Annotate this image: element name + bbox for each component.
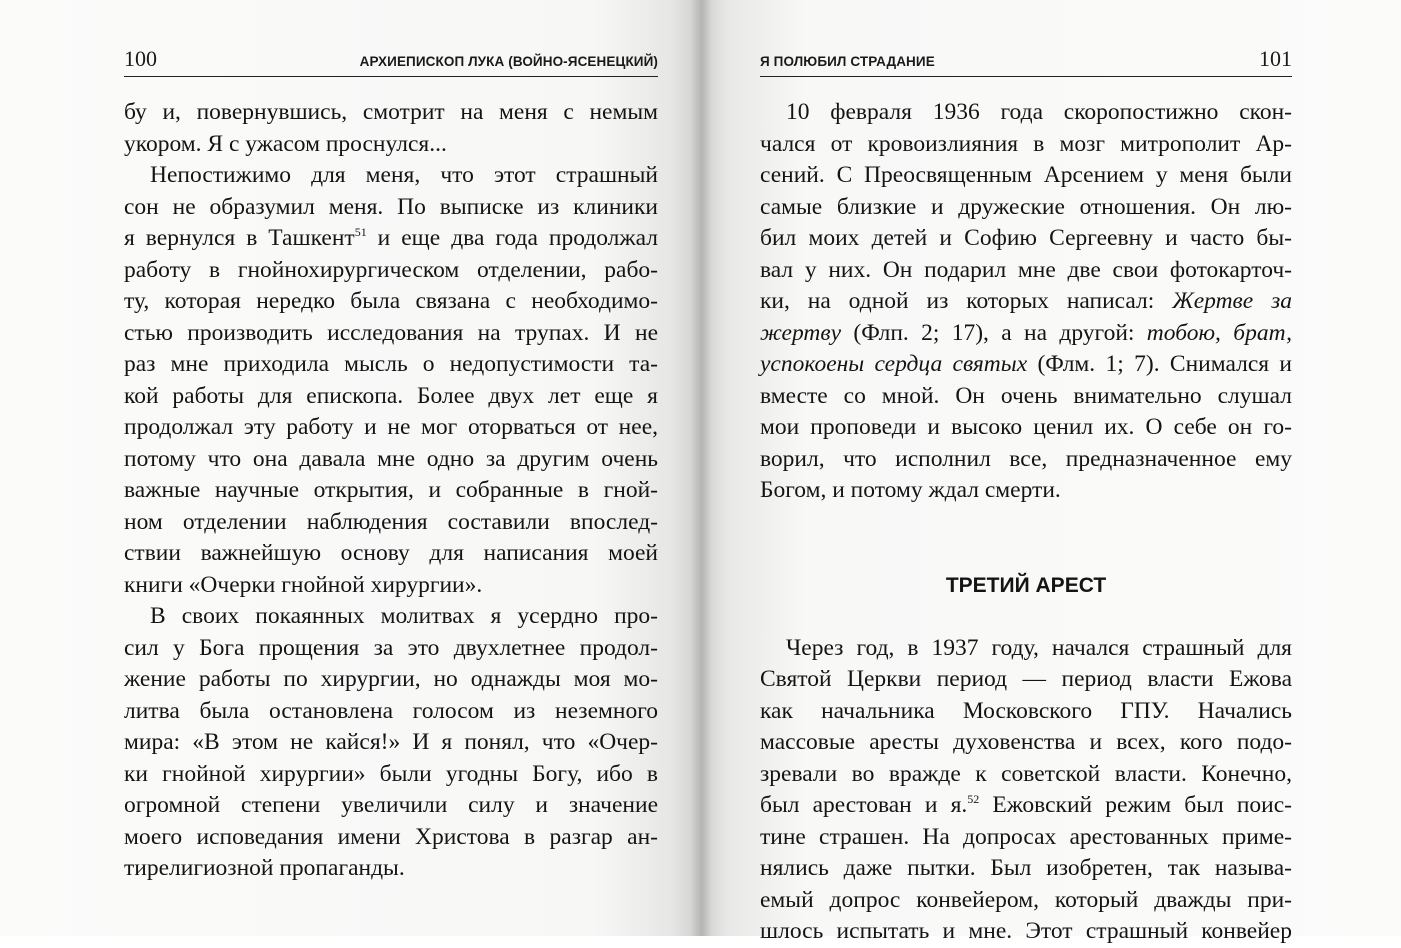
- left-page: [0, 0, 700, 936]
- italic-quote: Жертве за: [1172, 288, 1293, 314]
- text-line: тирелигиозной пропаганды.: [124, 855, 405, 881]
- italic-quote: жертву: [760, 319, 842, 346]
- section-heading: ТРЕТИЙ АРЕСТ: [945, 573, 1107, 597]
- footnote-ref: 52: [967, 792, 980, 806]
- spacer: [760, 538, 1292, 570]
- right-page-header: [760, 46, 1292, 77]
- text-line: самые близкие и дружеские отношения. Он лю-: [760, 193, 1292, 220]
- text-line: Святой Церкви период — период власти Ежова: [760, 666, 1292, 692]
- text-line: [760, 790, 1292, 822]
- running-head: АРХИЕПИСКОП ЛУКА (ВОЙНО-ЯСЕНЕЦКИЙ): [359, 54, 658, 69]
- text-line: мира: «В этом не кайся!» И я понял, что «Очер-: [124, 729, 658, 755]
- text-line: вал у них. Он подарил мне две свои фотокарточ-: [760, 256, 1292, 283]
- right-page: [700, 0, 1401, 944]
- text-line: тине страшен. На допросах арестованных приме-: [760, 823, 1292, 850]
- text-line: шлось испытать и мне. Этот страшный конвейер: [760, 918, 1292, 944]
- text-fragment: (Флп. 2; 17), а на другой:: [841, 319, 1147, 346]
- text-line: зревали во вражде к советской власти. Конечно,: [760, 760, 1292, 787]
- text-line: моего исповедания имени Христова в разгар ан-: [124, 823, 658, 850]
- text-line: Непостижимо для меня, что этот страшный: [150, 162, 658, 188]
- text-fragment: (Флм. 1; 7). Снимался и: [1027, 351, 1292, 377]
- text-line: продолжал эту работу и не мог оторваться от нее,: [124, 414, 658, 440]
- text-line: ки гнойной хирургии» были угодны Богу, ибо в: [124, 760, 658, 787]
- running-head: Я ПОЛЮБИЛ СТРАДАНИЕ: [760, 54, 935, 69]
- text-line: сил у Бога прощения за это двухлетнее продол-: [124, 634, 658, 661]
- text-line: книги «Очерки гнойной хирургии».: [124, 571, 483, 598]
- text-fragment: Ежовский режим был поис-: [979, 792, 1292, 818]
- text-line: ту, которая нередко была связана с необходимо-: [124, 288, 658, 314]
- text-line: Богом, и потому ждал смерти.: [760, 477, 1061, 503]
- text-line: вместе со мной. Он очень внимательно слушал: [760, 382, 1292, 409]
- italic-quote: успокоены сердца святых: [760, 351, 1028, 377]
- text-line: сон не образумил меня. По выписке из клиники: [124, 193, 658, 220]
- footnote-ref: 51: [354, 225, 367, 239]
- text-line: стью производить исследования на трупах. И не: [124, 319, 658, 346]
- text-line: мои проповеди и высоко ценил их. О себе он го-: [760, 414, 1292, 440]
- text-line: литва была остановлена голосом из неземного: [124, 697, 658, 724]
- left-page-text: [124, 97, 658, 885]
- text-fragment: я вернулся в Ташкент: [124, 225, 355, 251]
- spacer: [760, 601, 1292, 633]
- text-fragment: ки, на одной из которых написал:: [760, 288, 1173, 314]
- text-line: сений. С Преосвященным Арсением у меня были: [760, 162, 1292, 188]
- italic-quote: тобою, брат,: [1146, 319, 1293, 346]
- text-line: ном отделении наблюдения составили впослед-: [124, 508, 658, 535]
- page-number: 100: [124, 46, 157, 71]
- text-line: жение работы по хирургии, но однажды моя мо-: [124, 666, 658, 692]
- text-line: [760, 318, 1292, 350]
- text-line: раз мне приходила мысль о недопустимости та-: [124, 351, 658, 377]
- text-line: потому что она давала мне одно за другим очень: [124, 445, 658, 472]
- text-line: 10 февраля 1936 года скоропостижно скон-: [786, 99, 1292, 125]
- text-line: Через год, в 1937 году, начался страшный для: [786, 634, 1292, 661]
- text-line: ствии важнейшую основу для написания моей: [124, 540, 658, 566]
- text-fragment: и еще два года продолжал: [366, 225, 658, 251]
- text-line: емый допрос конвейером, который дважды при-: [760, 886, 1292, 913]
- gutter-shadow: [690, 0, 712, 936]
- text-line: ворил, что исполнил все, предназначенное ему: [760, 445, 1292, 472]
- text-line: чался от кровоизлияния в мозг митрополит Ар-: [760, 130, 1292, 157]
- text-line: как начальника Московского ГПУ. Начались: [760, 697, 1292, 724]
- text-line: огромной степени увеличили силу и значение: [124, 792, 658, 818]
- text-line: массовые аресты духовенства и всех, кого подо-: [760, 729, 1292, 755]
- text-line: укором. Я с ужасом проснулся...: [124, 130, 447, 157]
- text-line: работу в гнойнохирургическом отделении, рабо-: [124, 256, 658, 283]
- text-line: нялись даже пытки. Был изобретен, так называ-: [760, 855, 1292, 881]
- text-line: [124, 223, 658, 255]
- text-fragment: был арестован и я.: [760, 792, 968, 818]
- text-line: важные научные открытия, и собранные в гной-: [124, 477, 658, 503]
- text-line: бу и, повернувшись, смотрит на меня с немым: [124, 99, 658, 125]
- spacer: [760, 507, 1292, 539]
- text-line: В своих покаянных молитвах я усердно про-: [150, 603, 658, 629]
- page-number: 101: [1259, 46, 1292, 71]
- text-line: бил моих детей и Софию Сергеевну и часто бы-: [760, 225, 1292, 251]
- right-page-text: [760, 97, 1292, 948]
- left-page-header: [124, 46, 658, 77]
- text-line: кой работы для епископа. Более двух лет еще я: [124, 382, 658, 409]
- text-line: [760, 349, 1292, 381]
- text-line: [760, 286, 1292, 318]
